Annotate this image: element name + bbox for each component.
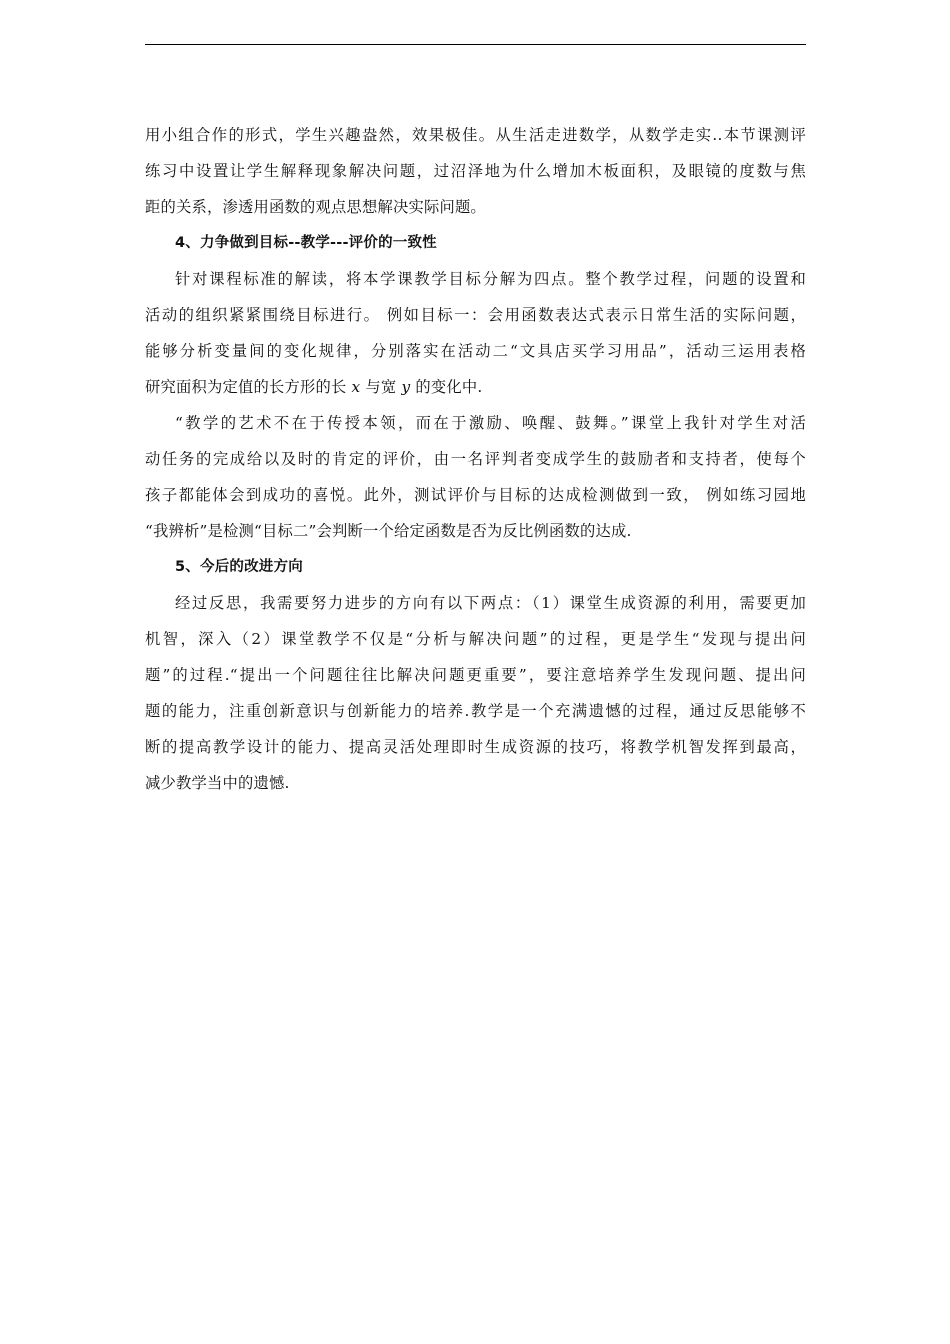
paragraph-improvement	[145, 585, 806, 801]
variable-x: x	[351, 378, 361, 396]
text-line: 练习中设置让学生解释现象解决问题，过沼泽地为什么增加木板面积，及眼镜的度数与焦	[145, 162, 806, 180]
text-line: 减少教学当中的遗憾.	[145, 774, 290, 792]
text-line: 断的提高教学设计的能力、提高灵活处理即时生成资源的技巧，将教学机智发挥到最高，	[145, 738, 806, 756]
section-heading-4: 4、力争做到目标--教学---评价的一致性	[175, 235, 437, 251]
paragraph-goals	[145, 261, 806, 405]
text-line: 用小组合作的形式，学生兴趣盎然，效果极佳。从生活走进数学，从数学走实..本节课测评	[145, 126, 806, 144]
text-line: 活动的组织紧紧围绕目标进行。 例如目标一：会用函数表达式表示日常生活的实际问题，	[145, 306, 806, 324]
text-line: 孩子都能体会到成功的喜悦。此外，测试评价与目标的达成检测做到一致， 例如练习园地	[145, 486, 806, 504]
text-line: “我辨析”是检测“目标二”会判断一个给定函数是否为反比例函数的达成.	[145, 522, 632, 540]
variable-y: y	[401, 378, 411, 396]
document-body	[145, 117, 806, 801]
text-line: 针对课程标准的解读，将本学课教学目标分解为四点。整个教学过程，问题的设置和	[175, 270, 806, 288]
text-fragment: 的变化中.	[410, 378, 483, 396]
text-line: 经过反思，我需要努力进步的方向有以下两点：（1）课堂生成资源的利用，需要更加	[175, 594, 806, 612]
text-line: “教学的艺术不在于传授本领，而在于激励、唤醒、鼓舞。”课堂上我针对学生对活	[175, 414, 806, 432]
section-heading-5: 5、今后的改进方向	[175, 559, 303, 575]
text-fragment: 研究面积为定值的长方形的长	[145, 378, 352, 396]
text-line-with-variables	[145, 369, 806, 405]
text-line: 距的关系，渗透用函数的观点思想解决实际问题。	[145, 198, 486, 216]
paragraph-intro	[145, 117, 806, 225]
header-rule	[145, 44, 806, 45]
text-line: 题的能力，注重创新意识与创新能力的培养.教学是一个充满遗憾的过程，通过反思能够不	[145, 702, 806, 720]
paragraph-evaluation	[145, 405, 806, 549]
text-fragment: 与宽	[360, 378, 402, 396]
text-line: 题”的过程.“提出一个问题往往比解决问题更重要”，要注意培养学生发现问题、提出问	[145, 666, 806, 684]
text-line: 动任务的完成给以及时的肯定的评价，由一名评判者变成学生的鼓励者和支持者，使每个	[145, 450, 806, 468]
text-line: 机智，深入（2）课堂教学不仅是“分析与解决问题”的过程，更是学生“发现与提出问	[145, 630, 806, 648]
text-line: 能够分析变量间的变化规律，分别落实在活动二“文具店买学习用品”，活动三运用表格	[145, 342, 806, 360]
